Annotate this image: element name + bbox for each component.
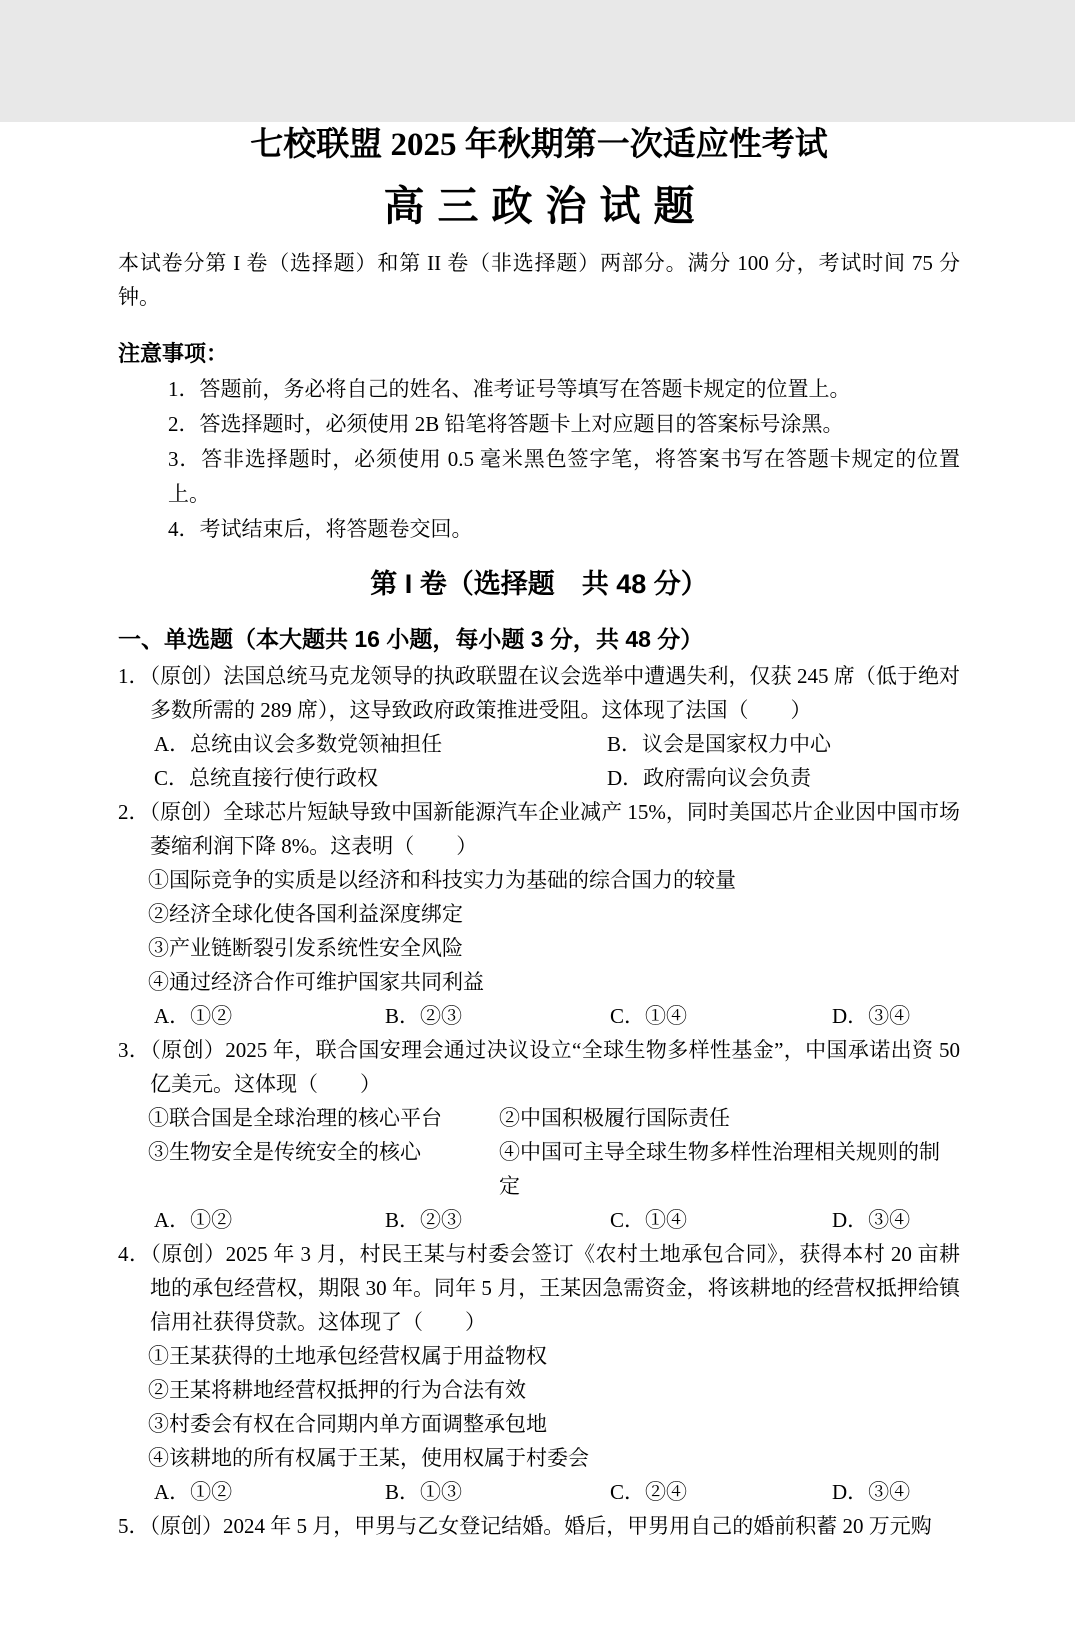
option: B．①③ bbox=[385, 1480, 463, 1504]
question-number: 3． bbox=[118, 1038, 151, 1062]
option: A．①② bbox=[154, 1004, 233, 1028]
subitem: ④该耕地的所有权属于王某，使用权属于村委会 bbox=[148, 1446, 589, 1470]
notice-item: 4．考试结束后，将答题卷交回。 bbox=[168, 517, 473, 541]
exam-title: 七校联盟 2025 年秋期第一次适应性考试 bbox=[250, 127, 828, 163]
subitem: ②王某将耕地经营权抵押的行为合法有效 bbox=[148, 1378, 526, 1402]
option: C．①④ bbox=[610, 1004, 688, 1028]
option: A．总统由议会多数党领袖担任 bbox=[154, 732, 443, 756]
section-heading: 第 I 卷（选择题 共 48 分） bbox=[370, 569, 708, 599]
subitem: ②经济全球化使各国利益深度绑定 bbox=[148, 902, 463, 926]
option-row bbox=[118, 1475, 960, 1509]
page-content bbox=[0, 122, 1075, 1543]
question-stem: 1．（原创）法国总统马克龙领导的执政联盟在议会选举中遭遇失利，仅获 245 席（低于绝对多数所需的 289 席），这导致政府政策推进受阻。这体现了法国（ ） bbox=[118, 664, 961, 722]
subitem-row bbox=[118, 1135, 960, 1203]
question bbox=[118, 1033, 960, 1237]
question-number: 4． bbox=[118, 1242, 151, 1266]
option: D．政府需向议会负责 bbox=[607, 766, 812, 790]
option: D．③④ bbox=[832, 1480, 911, 1504]
option: B．②③ bbox=[385, 1004, 463, 1028]
subitem: ④通过经济合作可维护国家共同利益 bbox=[148, 970, 484, 994]
subitem: ③生物安全是传统安全的核心 bbox=[148, 1140, 421, 1164]
option: B．②③ bbox=[385, 1208, 463, 1232]
option: C．②④ bbox=[610, 1480, 688, 1504]
question bbox=[118, 659, 960, 795]
option-row bbox=[118, 999, 960, 1033]
subitem: ③村委会有权在合同期内单方面调整承包地 bbox=[148, 1412, 547, 1436]
notice-item: 3．答非选择题时，必须使用 0.5 毫米黑色签字笔，将答案书写在答题卡规定的位置上。 bbox=[168, 447, 960, 506]
subitem: ①王某获得的土地承包经营权属于用益物权 bbox=[148, 1344, 547, 1368]
option: B．议会是国家权力中心 bbox=[607, 732, 832, 756]
notice-item: 2．答选择题时，必须使用 2B 铅笔将答题卡上对应题目的答案标号涂黑。 bbox=[168, 412, 844, 436]
subitem: ③产业链断裂引发系统性安全风险 bbox=[148, 936, 463, 960]
question-stem: 5．（原创）2024 年 5 月，甲男与乙女登记结婚。婚后，甲男用自己的婚前积蓄 20 万元购 bbox=[118, 1514, 932, 1538]
question-stem: 4．（原创）2025 年 3 月，村民王某与村委会签订《农村土地承包合同》，获得本村 20 亩耕地的承包经营权，期限 30 年。同年 5 月，王某因急需资金，将该耕地的经营权抵押给镇信用社获得贷款。这体现了（ ） bbox=[118, 1242, 960, 1334]
part-heading: 一、单选题（本大题共 16 小题，每小题 3 分，共 48 分） bbox=[118, 626, 704, 652]
exam-intro: 本试卷分第 I 卷（选择题）和第 II 卷（非选择题）两部分。满分 100 分，考试时间 75 分钟。 bbox=[118, 251, 960, 309]
option-row bbox=[118, 727, 960, 761]
question bbox=[118, 1237, 960, 1509]
option-row bbox=[118, 761, 960, 795]
question-number: 1． bbox=[118, 664, 150, 688]
question bbox=[118, 1509, 960, 1543]
exam-subtitle: 高三政治试题 bbox=[383, 183, 708, 229]
notice-item: 1．答题前，务必将自己的姓名、准考证号等填写在答题卡规定的位置上。 bbox=[168, 377, 851, 401]
questions bbox=[118, 659, 960, 1543]
subitem: ④中国可主导全球生物多样性治理相关规则的制定 bbox=[499, 1140, 940, 1198]
subitem: ②中国积极履行国际责任 bbox=[499, 1106, 730, 1130]
option: A．①② bbox=[154, 1208, 233, 1232]
option: C．①④ bbox=[610, 1208, 688, 1232]
exam-paper-page bbox=[0, 122, 1075, 1640]
option: D．③④ bbox=[832, 1208, 911, 1232]
option: A．①② bbox=[154, 1480, 233, 1504]
notice-heading: 注意事项： bbox=[118, 341, 229, 366]
option: D．③④ bbox=[832, 1004, 911, 1028]
subitem-row bbox=[118, 1101, 960, 1135]
question-number: 2． bbox=[118, 800, 150, 824]
question bbox=[118, 795, 960, 1033]
question-stem: 3．（原创）2025 年，联合国安理会通过决议设立“全球生物多样性基金”，中国承诺出资 50 亿美元。这体现（ ） bbox=[118, 1038, 961, 1096]
notice-list bbox=[118, 372, 960, 547]
subitem: ①联合国是全球治理的核心平台 bbox=[148, 1106, 442, 1130]
subitem: ①国际竞争的实质是以经济和科技实力为基础的综合国力的较量 bbox=[148, 868, 736, 892]
question-number: 5． bbox=[118, 1514, 150, 1538]
option-row bbox=[118, 1203, 960, 1237]
option: C．总统直接行使行政权 bbox=[154, 766, 379, 790]
question-stem: 2．（原创）全球芯片短缺导致中国新能源汽车企业减产 15%，同时美国芯片企业因中国市场萎缩利润下降 8%。这表明（ ） bbox=[118, 800, 960, 858]
